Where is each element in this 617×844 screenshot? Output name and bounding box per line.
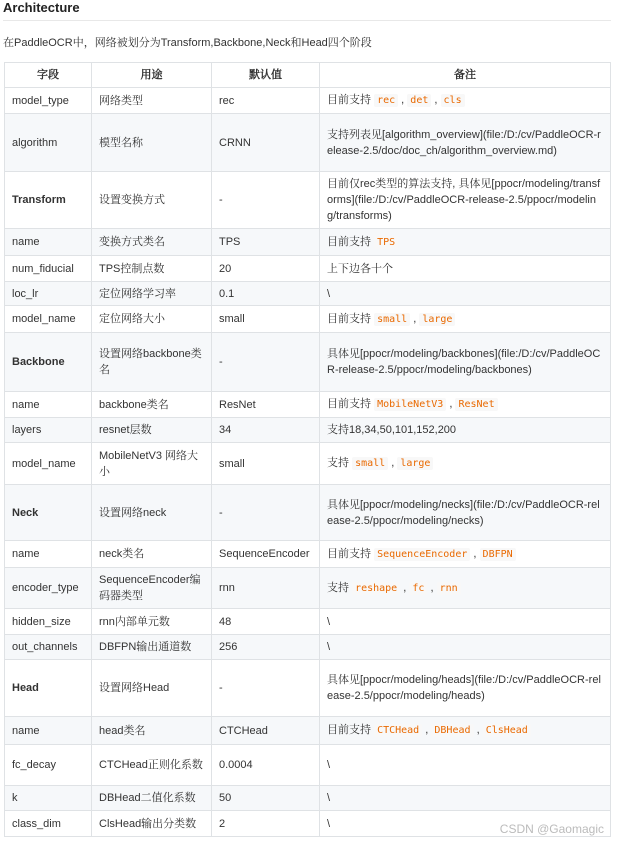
cell-purpose: head类名: [92, 717, 212, 745]
cell-note: [320, 418, 611, 443]
code-value: TPS: [374, 236, 398, 249]
cell-note: 支持 small , large: [320, 443, 611, 485]
intro-text: 在PaddleOCR中，网络被划分为Transform,Backbone,Neck和Head四个阶段: [3, 37, 372, 49]
code-value: large: [419, 313, 455, 326]
cell-note: 目前支持 SequenceEncoder , DBFPN: [320, 541, 611, 568]
table-body: [5, 88, 611, 837]
note-text: 上下边各十个: [327, 262, 393, 275]
note-text: 支持列表见[algorithm_overview](file:/D:/cv/PaddleOCR-release-2.5/doc/doc_ch/algorithm_overview.md): [327, 128, 601, 157]
cell-purpose: resnet层数: [92, 418, 212, 443]
table-row: [5, 172, 611, 229]
cell-default: -: [212, 333, 320, 392]
cell-default: 50: [212, 786, 320, 811]
note-text: 目前支持: [327, 724, 371, 736]
code-value: reshape: [352, 582, 400, 595]
cell-note: [320, 745, 611, 786]
cell-default: -: [212, 485, 320, 541]
table-row: [5, 282, 611, 306]
note-text: \: [327, 817, 331, 830]
cell-default: 48: [212, 609, 320, 635]
cell-note: [320, 660, 611, 717]
cell-default: ResNet: [212, 392, 320, 418]
cell-note: [320, 256, 611, 282]
cell-purpose: CTCHead正则化系数: [92, 745, 212, 786]
cell-field: Head: [5, 660, 92, 717]
note-text: \: [327, 792, 331, 804]
cell-default: small: [212, 443, 320, 485]
note-text: 目前支持: [327, 312, 371, 325]
cell-note: [320, 635, 611, 660]
note-text: 具体见[ppocr/modeling/backbones](file:/D:/cv/PaddleOCR-release-2.5/ppocr/modeling/backbones): [327, 348, 601, 376]
cell-purpose: 变换方式类名: [92, 229, 212, 256]
table-row: [5, 568, 611, 609]
section-title: Architecture: [3, 0, 80, 15]
cell-purpose: SequenceEncoder编码器类型: [92, 568, 212, 609]
cell-purpose: 模型名称: [92, 114, 212, 172]
table-row: [5, 485, 611, 541]
cell-field: name: [5, 541, 92, 568]
cell-note: 目前支持 small , large: [320, 306, 611, 333]
code-value: ResNet: [455, 398, 497, 411]
code-value: DBFPN: [480, 548, 516, 561]
table-row: [5, 541, 611, 568]
cell-field: hidden_size: [5, 609, 92, 635]
cell-field: fc_decay: [5, 745, 92, 786]
cell-field: algorithm: [5, 114, 92, 172]
code-value: rnn: [437, 582, 461, 595]
code-value: small: [352, 457, 388, 470]
note-text: 支持: [327, 457, 349, 469]
cell-purpose: 设置网络Head: [92, 660, 212, 717]
title-divider: [3, 20, 611, 21]
table-row: [5, 392, 611, 418]
cell-note: [320, 114, 611, 172]
table-row: [5, 418, 611, 443]
cell-default: small: [212, 306, 320, 333]
cell-note: 目前支持 rec , det , cls: [320, 88, 611, 114]
cell-purpose: 定位网络大小: [92, 306, 212, 333]
cell-default: 20: [212, 256, 320, 282]
cell-note: [320, 609, 611, 635]
note-text: \: [327, 287, 331, 300]
cell-purpose: rnn内部单元数: [92, 609, 212, 635]
cell-field: loc_lr: [5, 282, 92, 306]
watermark: CSDN @Gaomagic: [499, 822, 604, 836]
table-header-row: [5, 63, 611, 88]
table-row: [5, 306, 611, 333]
cell-default: -: [212, 660, 320, 717]
config-table: [4, 62, 611, 837]
cell-default: 2: [212, 811, 320, 837]
note-text: 目前支持: [327, 235, 371, 248]
cell-purpose: neck类名: [92, 541, 212, 568]
cell-field: model_type: [5, 88, 92, 114]
cell-field: layers: [5, 418, 92, 443]
cell-field: encoder_type: [5, 568, 92, 609]
note-text: \: [327, 615, 331, 628]
code-value: cls: [441, 94, 465, 107]
cell-default: SequenceEncoder: [212, 541, 320, 568]
code-value: MobileNetV3: [374, 398, 446, 411]
note-text: 目前支持: [327, 398, 371, 410]
note-text: 支持: [327, 581, 349, 594]
cell-purpose: DBHead二值化系数: [92, 786, 212, 811]
code-value: large: [397, 457, 433, 470]
cell-default: 34: [212, 418, 320, 443]
cell-note: 支持 reshape , fc , rnn: [320, 568, 611, 609]
table-row: [5, 660, 611, 717]
cell-note: 目前支持 MobileNetV3 , ResNet: [320, 392, 611, 418]
code-value: fc: [409, 582, 427, 595]
cell-note: [320, 333, 611, 392]
cell-field: class_dim: [5, 811, 92, 837]
cell-purpose: 网络类型: [92, 88, 212, 114]
header-field: 字段: [5, 63, 92, 88]
code-value: DBHead: [431, 724, 473, 737]
cell-note: [320, 786, 611, 811]
cell-default: rec: [212, 88, 320, 114]
table-row: [5, 609, 611, 635]
note-text: 具体见[ppocr/modeling/necks](file:/D:/cv/PaddleOCR-release-2.5/ppocr/modeling/necks): [327, 498, 600, 527]
note-text: 具体见[ppocr/modeling/heads](file:/D:/cv/PaddleOCR-release-2.5/ppocr/modeling/heads): [327, 674, 601, 702]
cell-default: rnn: [212, 568, 320, 609]
header-purpose: 用途: [92, 63, 212, 88]
cell-purpose: backbone类名: [92, 392, 212, 418]
note-text: \: [327, 759, 331, 771]
header-default: 默认值: [212, 63, 320, 88]
code-value: small: [374, 313, 410, 326]
table-row: [5, 333, 611, 392]
cell-default: 256: [212, 635, 320, 660]
cell-default: 0.0004: [212, 745, 320, 786]
header-note: 备注: [320, 63, 611, 88]
cell-field: model_name: [5, 443, 92, 485]
table-row: [5, 114, 611, 172]
code-value: CTCHead: [374, 724, 422, 737]
cell-note: [320, 282, 611, 306]
cell-field: Neck: [5, 485, 92, 541]
table-row: [5, 635, 611, 660]
cell-field: name: [5, 717, 92, 745]
cell-field: model_name: [5, 306, 92, 333]
note-text: 支持18,34,50,101,152,200: [327, 424, 457, 436]
cell-default: -: [212, 172, 320, 229]
code-value: det: [407, 94, 431, 107]
code-value: rec: [374, 94, 398, 107]
cell-field: out_channels: [5, 635, 92, 660]
table-row: [5, 256, 611, 282]
cell-field: Backbone: [5, 333, 92, 392]
cell-note: 目前支持 CTCHead , DBHead , ClsHead: [320, 717, 611, 745]
table-row: [5, 229, 611, 256]
table-row: [5, 745, 611, 786]
cell-field: Transform: [5, 172, 92, 229]
cell-default: 0.1: [212, 282, 320, 306]
cell-field: num_fiducial: [5, 256, 92, 282]
cell-purpose: MobileNetV3 网络大小: [92, 443, 212, 485]
cell-purpose: 定位网络学习率: [92, 282, 212, 306]
code-value: SequenceEncoder: [374, 548, 470, 561]
cell-field: name: [5, 392, 92, 418]
cell-purpose: DBFPN输出通道数: [92, 635, 212, 660]
note-text: 目前仅rec类型的算法支持, 具体见[ppocr/modeling/transforms](file:/D:/cv/PaddleOCR-release-2.5/ppocr/modeling/transforms): [327, 178, 601, 222]
cell-default: CRNN: [212, 114, 320, 172]
table-row: [5, 443, 611, 485]
cell-purpose: 设置变换方式: [92, 172, 212, 229]
cell-purpose: 设置网络backbone类名: [92, 333, 212, 392]
cell-purpose: ClsHead输出分类数: [92, 811, 212, 837]
note-text: 目前支持: [327, 94, 371, 106]
cell-default: CTCHead: [212, 717, 320, 745]
cell-purpose: TPS控制点数: [92, 256, 212, 282]
cell-purpose: 设置网络neck: [92, 485, 212, 541]
table-row: [5, 786, 611, 811]
table-row: [5, 717, 611, 745]
note-text: 目前支持: [327, 547, 371, 560]
cell-note: [320, 229, 611, 256]
cell-note: [320, 485, 611, 541]
note-text: \: [327, 641, 331, 653]
code-value: ClsHead: [483, 724, 531, 737]
cell-default: TPS: [212, 229, 320, 256]
cell-field: name: [5, 229, 92, 256]
cell-note: [320, 172, 611, 229]
table-row: [5, 88, 611, 114]
cell-field: k: [5, 786, 92, 811]
